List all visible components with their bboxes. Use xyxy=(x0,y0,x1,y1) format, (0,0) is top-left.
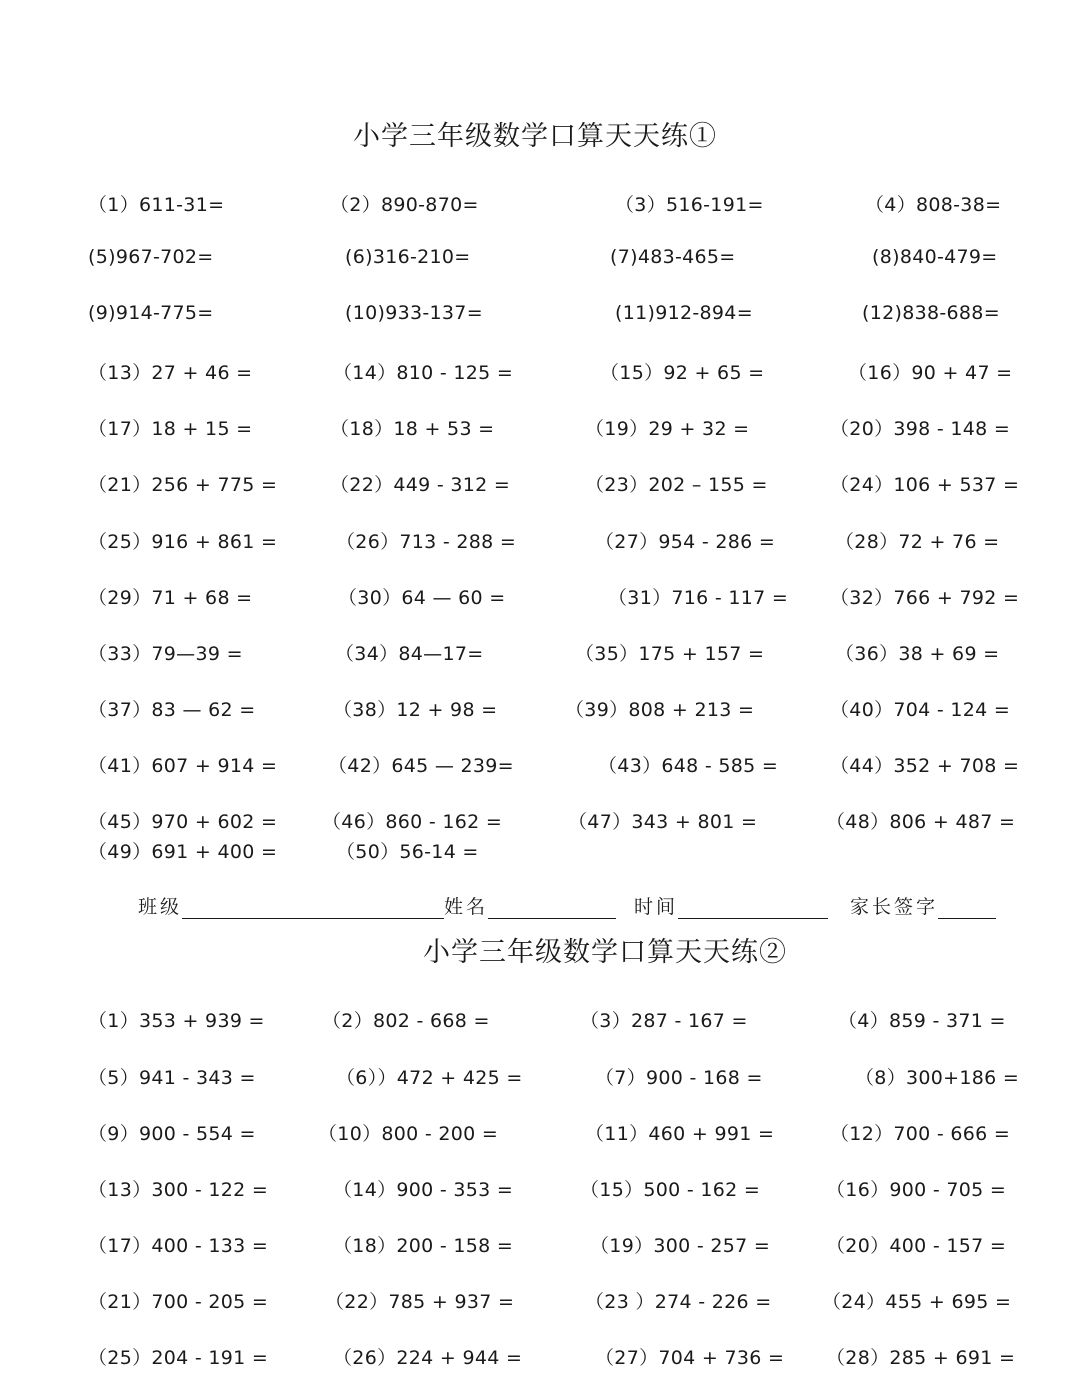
problem: （28）285 + 691 = xyxy=(826,1347,1016,1369)
problem: （41）607 + 914 = xyxy=(88,755,278,777)
problem: （26）224 + 944 = xyxy=(333,1347,523,1369)
problem: (11)912-894= xyxy=(615,302,753,324)
problem-row xyxy=(0,1006,1070,1036)
problem: （29）71 + 68 = xyxy=(88,587,253,609)
problem: （6））472 + 425 = xyxy=(336,1067,523,1089)
problem: （23 ）274 - 226 = xyxy=(585,1291,772,1313)
problem: （12）700 - 666 = xyxy=(830,1123,1011,1145)
problem: （9）900 - 554 = xyxy=(88,1123,256,1145)
problem: （26）713 - 288 = xyxy=(336,531,517,553)
problem-row xyxy=(0,837,1070,867)
problem: （39）808 + 213 = xyxy=(565,699,755,721)
problem-row xyxy=(0,1287,1070,1317)
problem-row xyxy=(0,751,1070,781)
problem: （1）353 + 939 = xyxy=(88,1010,265,1032)
problem: （18）18 + 53 = xyxy=(330,418,495,440)
problem: （14）810 - 125 = xyxy=(333,362,514,384)
problem: （16）90 + 47 = xyxy=(848,362,1013,384)
problem: （2）890-870= xyxy=(330,194,479,216)
time-blank[interactable] xyxy=(678,896,828,919)
problem: （1）611-31= xyxy=(88,194,225,216)
problem: (12)838-688= xyxy=(862,302,1000,324)
problem: （25）916 + 861 = xyxy=(88,531,278,553)
time-label: 时间 xyxy=(634,896,679,918)
problem: （23）202 – 155 = xyxy=(585,474,768,496)
problem: （20）400 - 157 = xyxy=(826,1235,1007,1257)
problem-row xyxy=(0,639,1070,669)
problem: （33）79—39 = xyxy=(88,643,243,665)
problem-row xyxy=(0,527,1070,557)
problem: （36）38 + 69 = xyxy=(835,643,1000,665)
problem: （42）645 — 239= xyxy=(328,755,514,777)
problem: （49）691 + 400 = xyxy=(88,841,278,863)
problem-row xyxy=(0,358,1070,388)
problem: （43）648 - 585 = xyxy=(598,755,779,777)
problem: （46）860 - 162 = xyxy=(322,811,503,833)
problem-row xyxy=(0,190,1070,220)
problem: (8)840-479= xyxy=(872,246,998,268)
problem-row xyxy=(0,414,1070,444)
name-label: 姓名 xyxy=(444,896,489,918)
problem-row xyxy=(0,1231,1070,1261)
class-blank[interactable] xyxy=(182,896,444,919)
problem: （24）455 + 695 = xyxy=(822,1291,1012,1313)
problem: （10）800 - 200 = xyxy=(318,1123,499,1145)
problem: （31）716 - 117 = xyxy=(608,587,789,609)
problem-row xyxy=(0,1119,1070,1149)
problem: （47）343 + 801 = xyxy=(568,811,758,833)
problem: （14）900 - 353 = xyxy=(333,1179,514,1201)
problem: （22）785 + 937 = xyxy=(325,1291,515,1313)
sheet2-title: 小学三年级数学口算天天练② xyxy=(423,937,787,968)
parent-signature-label: 家长签字 xyxy=(850,896,939,918)
problem: （18）200 - 158 = xyxy=(333,1235,514,1257)
problem: （45）970 + 602 = xyxy=(88,811,278,833)
problem: （15）500 - 162 = xyxy=(580,1179,761,1201)
problem: (9)914-775= xyxy=(88,302,214,324)
problem: （13）300 - 122 = xyxy=(88,1179,269,1201)
problem-row xyxy=(0,583,1070,613)
problem: （30）64 — 60 = xyxy=(338,587,506,609)
problem: （44）352 + 708 = xyxy=(830,755,1020,777)
problem: （48）806 + 487 = xyxy=(826,811,1016,833)
problem: （11）460 + 991 = xyxy=(585,1123,775,1145)
problem: （32）766 + 792 = xyxy=(830,587,1020,609)
problem: （19）29 + 32 = xyxy=(585,418,750,440)
problem: （2）802 - 668 = xyxy=(322,1010,490,1032)
problem: （40）704 - 124 = xyxy=(830,699,1011,721)
student-info-line xyxy=(138,892,996,919)
problem: （25）204 - 191 = xyxy=(88,1347,269,1369)
problem: （24）106 + 537 = xyxy=(830,474,1020,496)
problem-row xyxy=(0,302,1070,332)
problem: (5)967-702= xyxy=(88,246,214,268)
problem: （16）900 - 705 = xyxy=(826,1179,1007,1201)
problem: (6)316-210= xyxy=(345,246,471,268)
problem: （15）92 + 65 = xyxy=(600,362,765,384)
problem: （38）12 + 98 = xyxy=(333,699,498,721)
problem: （50）56-14 = xyxy=(336,841,479,863)
problem: （17）18 + 15 = xyxy=(88,418,253,440)
problem-row xyxy=(0,695,1070,725)
problem: （28）72 + 76 = xyxy=(835,531,1000,553)
problem: （37）83 — 62 = xyxy=(88,699,256,721)
problem: （13）27 + 46 = xyxy=(88,362,253,384)
problem: (7)483-465= xyxy=(610,246,736,268)
problem: （8）300+186 = xyxy=(855,1067,1020,1089)
parent-signature-blank[interactable] xyxy=(938,896,996,919)
problem: （22）449 - 312 = xyxy=(330,474,511,496)
class-label: 班级 xyxy=(138,896,183,918)
problem: （17）400 - 133 = xyxy=(88,1235,269,1257)
problem-row xyxy=(0,470,1070,500)
problem-row xyxy=(0,807,1070,837)
problem: （7）900 - 168 = xyxy=(595,1067,763,1089)
problem: （5）941 - 343 = xyxy=(88,1067,256,1089)
problem: （35）175 + 157 = xyxy=(575,643,765,665)
problem: （27）704 + 736 = xyxy=(595,1347,785,1369)
name-blank[interactable] xyxy=(488,896,616,919)
problem: （4）808-38= xyxy=(865,194,1002,216)
problem: （27）954 - 286 = xyxy=(595,531,776,553)
problem-row xyxy=(0,1343,1070,1373)
problem: (10)933-137= xyxy=(345,302,483,324)
problem: （3）287 - 167 = xyxy=(580,1010,748,1032)
problem: （3）516-191= xyxy=(615,194,764,216)
problem: （4）859 - 371 = xyxy=(838,1010,1006,1032)
problem-row xyxy=(0,246,1070,276)
problem: （34）84—17= xyxy=(335,643,484,665)
problem: （21）256 + 775 = xyxy=(88,474,278,496)
problem-row xyxy=(0,1063,1070,1093)
problem: （20）398 - 148 = xyxy=(830,418,1011,440)
problem-row xyxy=(0,1175,1070,1205)
sheet1-title: 小学三年级数学口算天天练① xyxy=(353,121,717,152)
problem: （19）300 - 257 = xyxy=(590,1235,771,1257)
problem: （21）700 - 205 = xyxy=(88,1291,269,1313)
